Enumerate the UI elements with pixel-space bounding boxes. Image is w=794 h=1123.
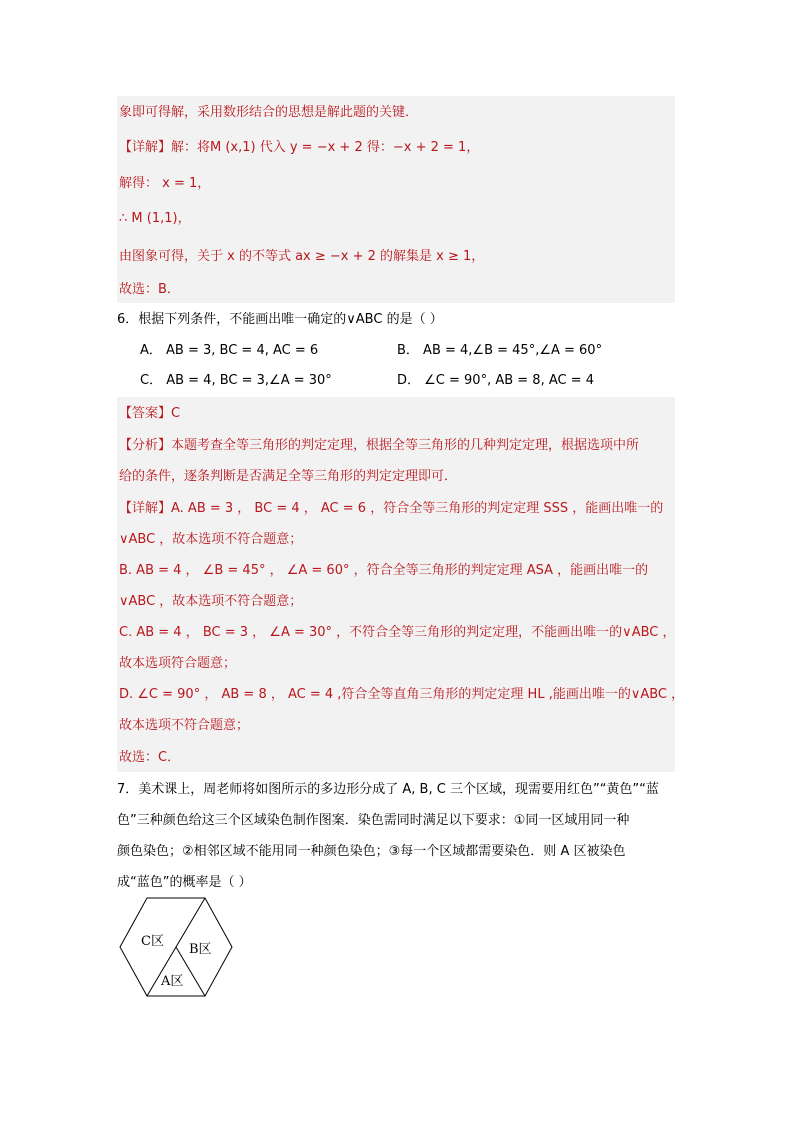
q6-detail-line-4: ∨ABC ，故本选项不符合题意； [119,594,303,609]
question-6-option-c: C． AB = 4, BC = 3,∠A = 30° [140,373,332,388]
q6-analysis-line-2: 给的条件，逐条判断是否满足全等三角形的判定定理即可． [119,469,458,484]
q6-detail-line-8: 故本选项不符合题意； [119,718,250,733]
question-7-line-3: 颜色染色；②相邻区域不能用同一种颜色染色；③每一个区域都需要染色．则 A 区被染色 [117,844,626,859]
q6-analysis-line-1: 【分析】本题考查全等三角形的判定定理，根据全等三角形的几种判定定理，根据选项中所 [119,438,640,453]
prev-solution-line-4: ∴ M (1,1)， [119,211,191,226]
q6-detail-line-2: ∨ABC ，故本选项不符合题意； [119,532,303,547]
question-6-option-b: B． AB = 4,∠B = 45°,∠A = 60° [397,343,603,358]
region-a-label: A区 [161,974,184,989]
q6-detail-line-7: D. ∠C = 90° ， AB = 8 ， AC = 4 ,符合全等直角三角形的判定定理 HL ,能画出唯一的∨ABC ， [119,687,685,702]
prev-solution-line-1: 象即可得解，采用数形结合的思想是解此题的关键． [119,105,419,120]
region-b-label: B区 [189,942,212,957]
question-6-stem: 6．根据下列条件，不能画出唯一确定的∨ABC 的是（ ） [117,312,443,327]
question-7-line-4: 成“蓝色”的概率是（ ） [117,875,252,890]
q6-detail-line-3: B. AB = 4 ， ∠B = 45° ， ∠A = 60° ，符合全等三角形的判定定理 ASA ，能画出唯一的 [119,563,649,578]
q6-detail-line-5: C. AB = 4 ， BC = 3 ， ∠A = 30° ，不符合全等三角形的判定定理，不能画出唯一的∨ABC ， [119,625,676,640]
question-7-line-2: 色”三种颜色给这三个区域染色制作图案．染色需同时满足以下要求：①同一区域用同一种 [117,813,630,828]
q6-answer: 【答案】C [119,406,181,421]
region-c-label: C区 [141,934,164,949]
prev-solution-line-2: 【详解】解：将M (x,1) 代入 y = −x + 2 得：−x + 2 = 1， [119,140,480,155]
hexagon-svg [118,897,234,999]
hexagon-region-figure [118,897,234,999]
q6-detail-line-6: 故本选项符合题意； [119,656,237,671]
question-6-option-a: A． AB = 3, BC = 4, AC = 6 [140,343,319,358]
q6-detail-line-1: 【详解】A. AB = 3 ， BC = 4 ， AC = 6 ，符合全等三角形的判定定理 SSS ，能画出唯一的 [119,501,664,516]
prev-solution-line-3: 解得： x = 1， [119,176,211,191]
question-7-line-1: 7．美术课上，周老师将如图所示的多边形分成了 A, B, C 三个区域，现需要用红色”“黄色”“蓝 [117,782,659,797]
question-6-option-d: D． ∠C = 90°, AB = 8, AC = 4 [397,373,595,388]
solution-shade-top [117,96,675,303]
q6-conclusion: 故选：C． [119,750,181,765]
prev-solution-line-5: 由图象可得，关于 x 的不等式 ax ≥ −x + 2 的解集是 x ≥ 1， [119,249,485,264]
prev-solution-line-6: 故选：B． [119,282,180,297]
